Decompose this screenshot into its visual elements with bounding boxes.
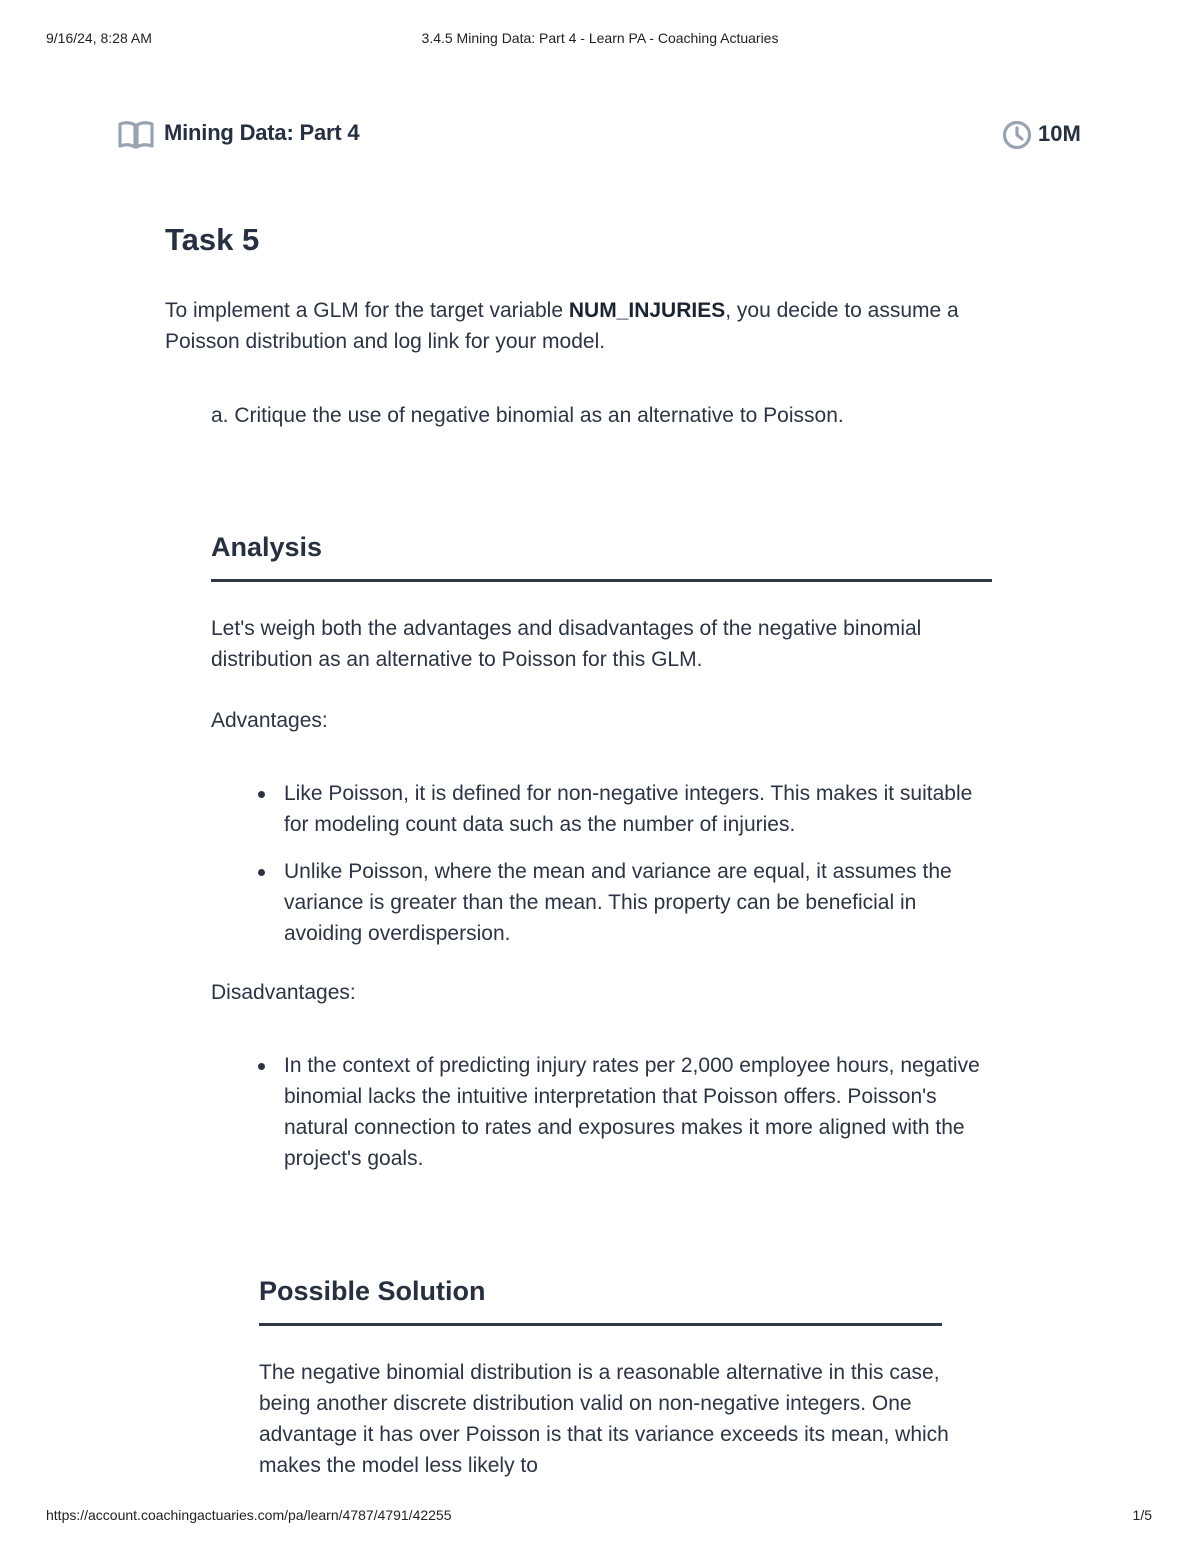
advantages-list <box>284 778 994 965</box>
disadvantages-list <box>284 1050 994 1190</box>
disadvantages-label: Disadvantages: <box>211 981 356 1004</box>
solution-divider <box>259 1323 942 1326</box>
disadvantage-item: In the context of predicting injury rates per 2,000 employee hours, negative binomial lacks the intuitive interpretation that Poisson offers. Poisson's natural connection to rates and exposures makes it more aligned with the project's goals. <box>284 1050 994 1174</box>
print-page-title: 3.4.5 Mining Data: Part 4 - Learn PA - Coaching Actuaries <box>421 30 779 46</box>
analysis-divider <box>211 579 992 582</box>
advantages-label: Advantages: <box>211 709 328 732</box>
lesson-title: Mining Data: Part 4 <box>164 120 360 145</box>
solution-text: The negative binomial distribution is a reasonable alternative in this case, being another discrete distribution valid on non-negative integers. One advantage it has over Poisson is that its variance exceeds its mean, which makes the model less likely to <box>259 1361 949 1477</box>
target-variable: NUM_INJURIES <box>568 299 726 322</box>
advantage-item: Like Poisson, it is defined for non-negative integers. This makes it suitable for modeling count data such as the number of injuries. <box>284 778 994 840</box>
task-intro-start: To implement a GLM for the target variable <box>165 299 569 322</box>
clock-icon <box>1002 120 1032 150</box>
advantage-item: Unlike Poisson, where the mean and variance are equal, it assumes the variance is greater than the mean. This property can be beneficial in avoiding overdispersion. <box>284 856 994 949</box>
lesson-duration: 10M <box>1038 121 1081 146</box>
book-open-icon <box>118 120 154 150</box>
analysis-heading: Analysis <box>211 532 323 562</box>
solution-heading: Possible Solution <box>259 1276 486 1306</box>
page-url: https://account.coachingactuaries.com/pa/learn/4787/4791/42255 <box>46 1507 452 1523</box>
print-datetime: 9/16/24, 8:28 AM <box>46 30 152 46</box>
task-heading: Task 5 <box>165 222 260 257</box>
print-header <box>0 30 1200 50</box>
task-intro <box>165 295 1005 357</box>
print-footer <box>0 1507 1200 1527</box>
task-question: a. Critique the use of negative binomial as an alternative to Poisson. <box>211 404 844 427</box>
page-number: 1/5 <box>1132 1507 1152 1523</box>
analysis-intro: Let's weigh both the advantages and disadvantages of the negative binomial distribution as an alternative to Poisson for this GLM. <box>211 617 922 671</box>
task-intro-end: , you decide to assume a Poisson distribution and log link for your model. <box>165 299 959 353</box>
lesson-bar <box>116 116 1088 152</box>
